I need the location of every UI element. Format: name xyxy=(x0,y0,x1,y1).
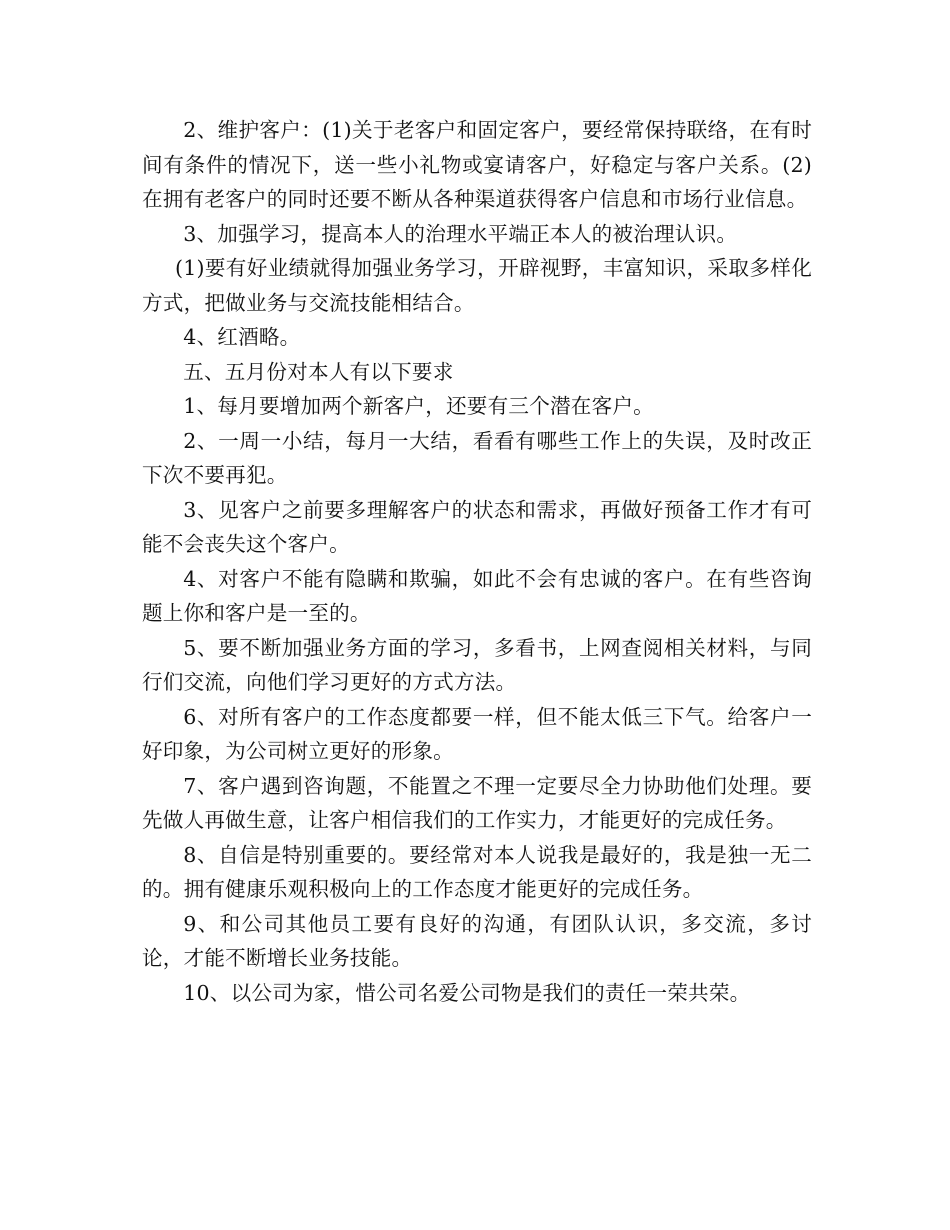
paragraph-red-wine: 4、红酒略。 xyxy=(183,325,301,349)
requirement-item-8: 8、自信是特别重要的。要经常对本人说我是最好的，我是独一无二的。拥有健康乐观积极向上的工作态度才能更好的完成任务。 xyxy=(142,842,812,901)
paragraph-learning-subitem: (1)要有好业绩就得加强业务学习，开辟视野，丰富知识，采取多样化方式，把做业务与交流技能相结合。 xyxy=(142,256,812,315)
requirement-item-7: 7、客户遇到咨询题，不能置之不理一定要尽全力协助他们处理。要先做人再做生意，让客户相信我们的工作实力，才能更好的完成任务。 xyxy=(142,773,812,832)
requirement-item-1: 1、每月要增加两个新客户，还要有三个潜在客户。 xyxy=(183,394,654,418)
requirement-item-10: 10、以公司为家，惜公司名爱公司物是我们的责任一荣共荣。 xyxy=(183,980,751,1005)
requirement-item-6: 6、对所有客户的工作态度都要一样，但不能太低三下气。给客户一好印象，为公司树立更好的形象。 xyxy=(142,704,812,763)
section-heading-may-requirements: 五、五月份对本人有以下要求 xyxy=(183,359,454,384)
paragraph-maintain-clients: 2、维护客户：(1)关于老客户和固定客户，要经常保持联络，在有时间有条件的情况下，送一些小礼物或宴请客户，好稳定与客户关系。(2)在拥有老客户的同时还要不断从各种渠道获得客户信息和市场行业信息。 xyxy=(142,118,812,211)
document-page xyxy=(142,113,812,1010)
requirement-item-2: 2、一周一小结，每月一大结，看看有哪些工作上的失误，及时改正下次不要再犯。 xyxy=(142,428,812,487)
paragraph-strengthen-learning: 3、加强学习，提高本人的治理水平端正本人的被治理认识。 xyxy=(183,221,738,246)
requirement-item-5: 5、要不断加强业务方面的学习，多看书，上网查阅相关材料，与同行们交流，向他们学习更好的方式方法。 xyxy=(142,635,812,694)
requirement-item-4: 4、对客户不能有隐瞒和欺骗，如此不会有忠诚的客户。在有些咨询题上你和客户是一至的。 xyxy=(142,566,812,625)
requirement-item-3: 3、见客户之前要多理解客户的状态和需求，再做好预备工作才有可能不会丧失这个客户。 xyxy=(142,497,812,556)
requirement-item-9: 9、和公司其他员工要有良好的沟通，有团队认识，多交流，多讨论，才能不断增长业务技能。 xyxy=(142,911,812,970)
